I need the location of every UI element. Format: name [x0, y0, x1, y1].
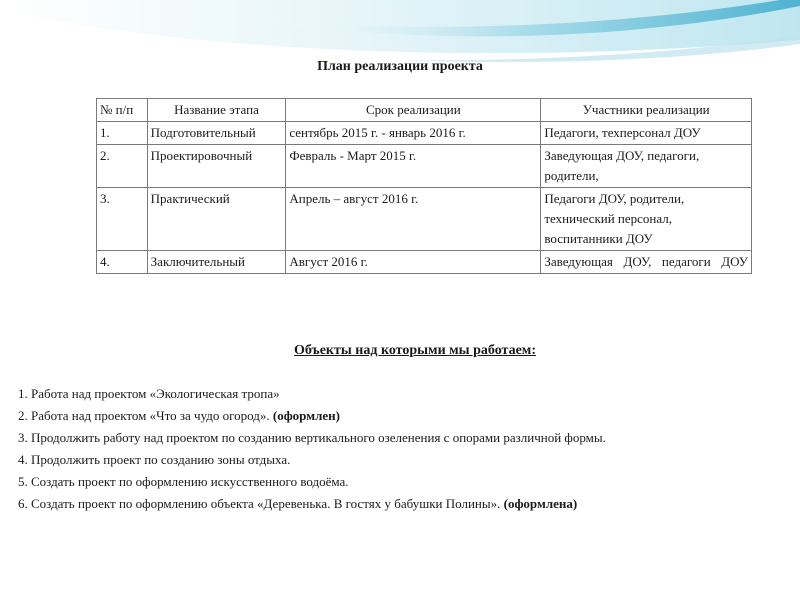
- cell-stage: Заключительный: [147, 251, 286, 274]
- cell-term: Февраль - Март 2015 г.: [286, 145, 541, 188]
- list-item: [18, 493, 606, 515]
- table-row: [97, 122, 752, 145]
- status-note: (оформлена): [503, 496, 578, 511]
- table-row: [97, 145, 752, 188]
- cell-participants: Заведующая ДОУ, педагоги, родители,: [541, 145, 752, 188]
- cell-number: 4.: [97, 251, 148, 274]
- cell-number: 2.: [97, 145, 148, 188]
- table-row: [97, 251, 752, 274]
- cell-term: Апрель – август 2016 г.: [286, 188, 541, 251]
- cell-number: 3.: [97, 188, 148, 251]
- list-item: [18, 427, 606, 449]
- list-item-text: 2. Работа над проектом «Что за чудо огород».: [18, 408, 273, 423]
- list-item: [18, 471, 606, 493]
- cell-term: Август 2016 г.: [286, 251, 541, 274]
- list-item-text: 3. Продолжить работу над проектом по созданию вертикального озеленения с опорами различной формы.: [18, 430, 606, 445]
- page-title: План реализации проекта: [317, 59, 483, 74]
- cell-participants: Педагоги ДОУ, родители, технический персонал, воспитанники ДОУ: [541, 188, 752, 251]
- cell-participants: Заведующая ДОУ, педагоги ДОУ: [541, 251, 752, 274]
- cell-stage: Подготовительный: [147, 122, 286, 145]
- list-item: [18, 405, 606, 427]
- list-item-text: 6. Создать проект по оформлению объекта «Деревенька. В гостях у бабушки Полины».: [18, 496, 504, 511]
- status-note: (оформлен): [272, 408, 340, 423]
- objects-heading: Объекты над которыми мы работаем:: [294, 343, 536, 358]
- col-header-participants: Участники реализации: [541, 99, 752, 122]
- objects-list: [18, 383, 606, 515]
- col-header-number: № п/п: [97, 99, 148, 122]
- table-header-row: [97, 99, 752, 122]
- col-header-term: Срок реализации: [286, 99, 541, 122]
- col-header-stage: Название этапа: [147, 99, 286, 122]
- list-item-text: 1. Работа над проектом «Экологическая тропа»: [18, 386, 280, 401]
- cell-participants: Педагоги, техперсонал ДОУ: [541, 122, 752, 145]
- cell-stage: Проектировочный: [147, 145, 286, 188]
- cell-number: 1.: [97, 122, 148, 145]
- cell-term: сентябрь 2015 г. - январь 2016 г.: [286, 122, 541, 145]
- list-item: [18, 383, 606, 405]
- list-item-text: 4. Продолжить проект по созданию зоны отдыха.: [18, 452, 291, 467]
- cell-stage: Практический: [147, 188, 286, 251]
- list-item-text: 5. Создать проект по оформлению искусственного водоёма.: [18, 474, 349, 489]
- list-item: [18, 449, 606, 471]
- project-plan-table: [96, 98, 752, 274]
- table-row: [97, 188, 752, 251]
